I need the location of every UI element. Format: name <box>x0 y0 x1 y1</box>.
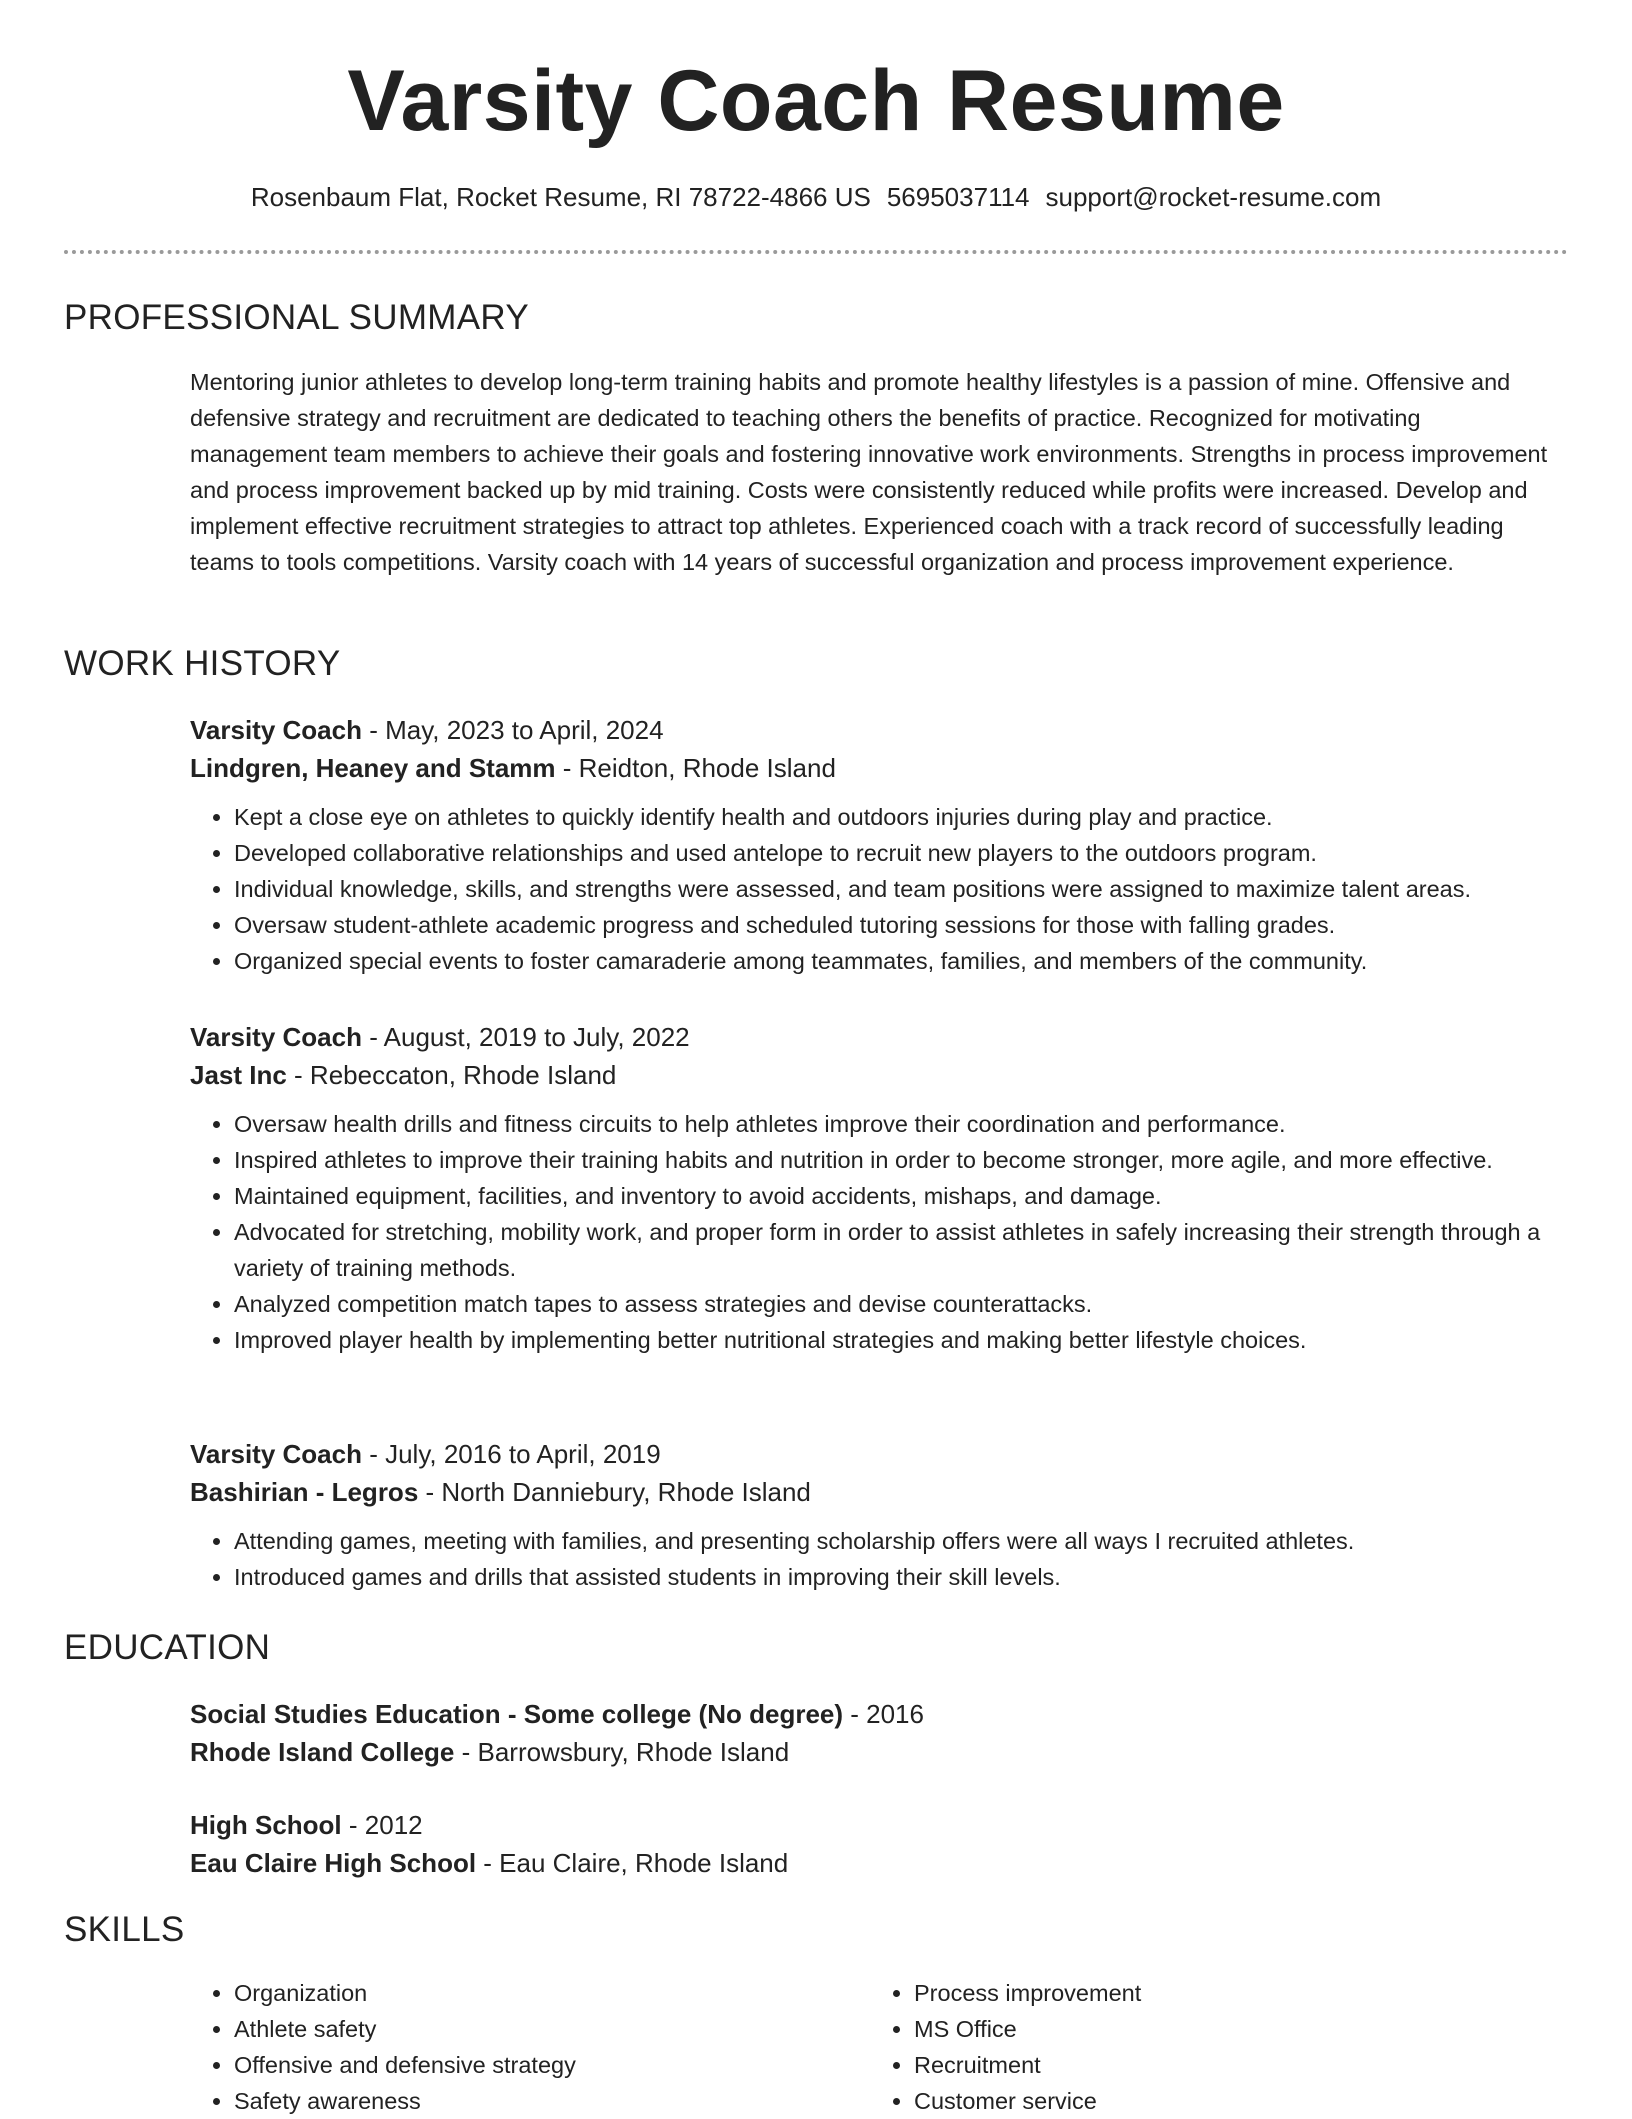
resume-title: Varsity Coach Resume <box>347 53 1285 149</box>
skill-item: • Process improvement <box>914 1975 1141 2011</box>
contact-line <box>0 182 1632 213</box>
job-company: Bashirian - Legros <box>190 1477 419 1507</box>
job-bullet: • Improved player health by implementing better nutritional strategies and making better lifestyle choices. <box>234 1322 1570 1358</box>
skill-item: • Recruitment <box>914 2047 1141 2083</box>
education-degree: High School <box>190 1810 342 1840</box>
skills-column-right <box>870 1975 1141 2119</box>
education-location: - Barrowsbury, Rhode Island <box>454 1737 790 1767</box>
job-bullet: • Kept a close eye on athletes to quickly identify health and outdoors injuries during play and practice. <box>234 799 1570 835</box>
contact-email: support@rocket-resume.com <box>1045 182 1382 212</box>
job-title: Varsity Coach <box>190 1022 362 1052</box>
education-year: - 2016 <box>843 1699 924 1729</box>
education-school: Rhode Island College <box>190 1737 455 1767</box>
job-location: - North Danniebury, Rhode Island <box>418 1477 811 1507</box>
job-title: Varsity Coach <box>190 715 362 745</box>
job-company-line <box>190 1473 1570 1511</box>
job-bullet: • Individual knowledge, skills, and strengths were assessed, and team positions were assigned to maximize talent areas. <box>234 871 1570 907</box>
job-bullet: • Attending games, meeting with families, and presenting scholarship offers were all ways I recruited athletes. <box>234 1523 1570 1559</box>
job-title: Varsity Coach <box>190 1439 362 1469</box>
skill-item: • Safety awareness <box>234 2083 576 2119</box>
education-entry <box>190 1806 1490 1882</box>
education-degree: Social Studies Education - Some college (No degree) <box>190 1699 844 1729</box>
education-degree-line <box>190 1695 1490 1733</box>
job-entry <box>190 1435 1570 1595</box>
job-bullets <box>190 1106 1570 1358</box>
job-bullet: • Advocated for stretching, mobility work, and proper form in order to assist athletes in safely increasing their strength through a variety of training methods. <box>234 1214 1570 1286</box>
skill-item: • MS Office <box>914 2011 1141 2047</box>
job-bullet: • Developed collaborative relationships and used antelope to recruit new players to the outdoors program. <box>234 835 1570 871</box>
education-entry <box>190 1695 1490 1771</box>
job-entry <box>190 711 1570 979</box>
education-school: Eau Claire High School <box>190 1848 477 1878</box>
job-bullets <box>190 799 1570 979</box>
education-school-line <box>190 1844 1490 1882</box>
job-bullet: • Introduced games and drills that assisted students in improving their skill levels. <box>234 1559 1570 1595</box>
skills-column-left <box>190 1975 576 2119</box>
job-dates: - July, 2016 to April, 2019 <box>361 1439 661 1469</box>
job-bullets <box>190 1523 1570 1595</box>
job-bullet: • Maintained equipment, facilities, and inventory to avoid accidents, mishaps, and damage. <box>234 1178 1570 1214</box>
job-dates: - August, 2019 to July, 2022 <box>361 1022 690 1052</box>
job-company-line <box>190 1056 1570 1094</box>
job-title-line <box>190 1018 1570 1056</box>
summary-text: Mentoring junior athletes to develop long-term training habits and promote healthy lifestyles is a passion of mine. Offensive and defensive strategy and recruitment are dedicated to teaching others the benefits of practice. Recognized for motivating management team members to achieve their goals and fostering innovative work environments. Strengths in process improvement and process improvement backed up by mid training. Costs were consistently reduced while profits were increased. Develop and implement effective recruitment strategies to attract top athletes. Experienced coach with a track record of successfully leading teams to tools competitions. Varsity coach with 14 years of successful organization and process improvement experience. <box>190 369 1548 575</box>
job-bullet: • Inspired athletes to improve their training habits and nutrition in order to become stronger, more agile, and more effective. <box>234 1142 1570 1178</box>
job-bullet: • Oversaw student-athlete academic progress and scheduled tutoring sessions for those with falling grades. <box>234 907 1570 943</box>
job-company: Jast Inc <box>190 1060 287 1090</box>
job-dates: - May, 2023 to April, 2024 <box>361 715 664 745</box>
skill-item: • Athlete safety <box>234 2011 576 2047</box>
job-entry <box>190 1018 1570 1358</box>
skill-item: • Organization <box>234 1975 576 2011</box>
summary-heading: PROFESSIONAL SUMMARY <box>64 298 529 337</box>
education-degree-line <box>190 1806 1490 1844</box>
education-location: - Eau Claire, Rhode Island <box>476 1848 789 1878</box>
education-heading: EDUCATION <box>64 1628 271 1667</box>
header-divider <box>64 250 1568 254</box>
work-history-heading: WORK HISTORY <box>64 644 341 683</box>
job-title-line <box>190 1435 1570 1473</box>
job-bullet: • Organized special events to foster camaraderie among teammates, families, and members of the community. <box>234 943 1570 979</box>
contact-address: Rosenbaum Flat, Rocket Resume, RI 78722-4866 US <box>250 182 871 212</box>
job-company-line <box>190 749 1570 787</box>
job-location: - Reidton, Rhode Island <box>555 753 836 783</box>
skill-item: • Customer service <box>914 2083 1141 2119</box>
skills-heading: SKILLS <box>64 1910 185 1949</box>
job-company: Lindgren, Heaney and Stamm <box>190 753 556 783</box>
job-title-line <box>190 711 1570 749</box>
skill-item: • Offensive and defensive strategy <box>234 2047 576 2083</box>
job-bullet: • Oversaw health drills and fitness circuits to help athletes improve their coordination and performance. <box>234 1106 1570 1142</box>
education-year: - 2012 <box>341 1810 423 1840</box>
job-bullet: • Analyzed competition match tapes to assess strategies and devise counterattacks. <box>234 1286 1570 1322</box>
education-school-line <box>190 1733 1490 1771</box>
job-location: - Rebeccaton, Rhode Island <box>286 1060 617 1090</box>
contact-phone: 5695037114 <box>886 182 1030 212</box>
